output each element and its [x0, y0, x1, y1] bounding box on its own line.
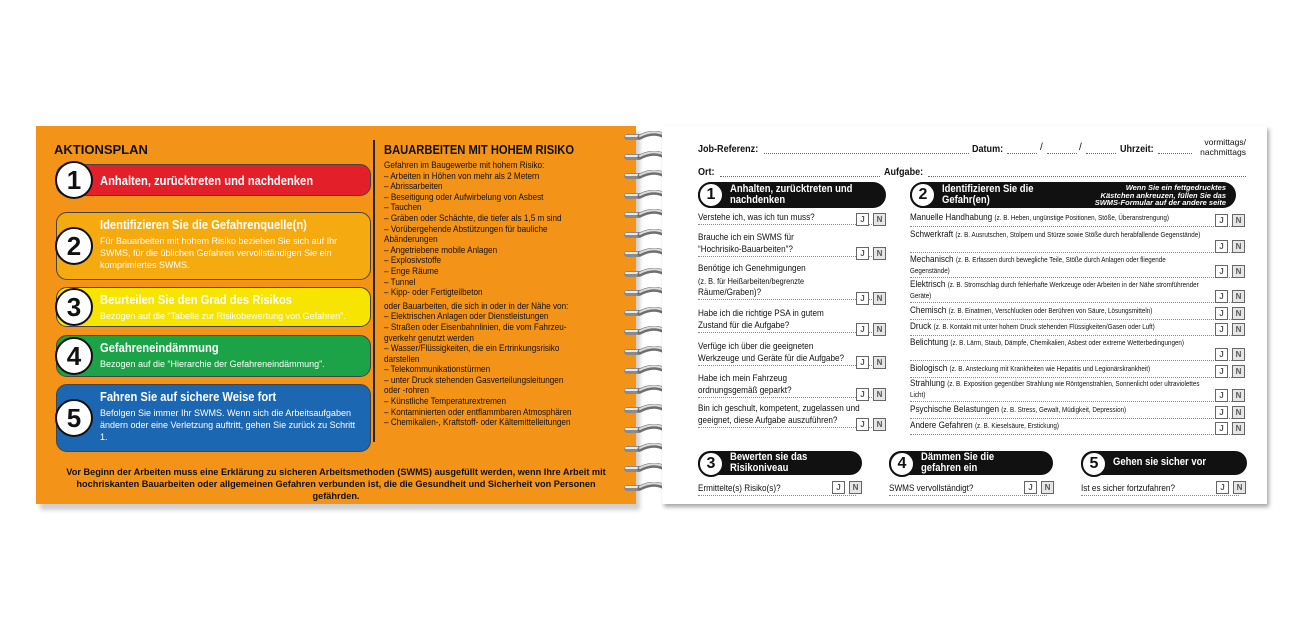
hazard-no-box[interactable]: N — [1232, 323, 1245, 336]
high-risk-list-2 — [384, 312, 624, 429]
hazard-detail: (z. B. Ansteckung mit Krankheiten wie Hepatitis und Legionärskrankheit) — [949, 364, 1151, 373]
hazard-no-box[interactable]: N — [1232, 290, 1245, 303]
nearby-risk-item: gverkehr genutzt werden — [384, 332, 474, 344]
step-5-text: Befolgen Sie immer Ihr SWMS. Wenn sich die Arbeitsaufgaben ändern oder eine Verletzung auftritt, gehen Sie zurück zu Schritt 1. — [100, 408, 356, 442]
question-no-box[interactable]: N — [873, 247, 886, 260]
question-yes-box[interactable]: J — [856, 292, 869, 305]
location-field[interactable] — [720, 166, 880, 177]
action-plan-page — [36, 126, 636, 504]
hazard-row — [910, 421, 1236, 435]
high-risk-item: – Kipp- oder Fertigteilbeton — [384, 287, 483, 299]
date-day-field[interactable] — [1007, 143, 1037, 154]
section-1-title-line-1: Anhalten, zurücktreten und — [730, 183, 853, 195]
question-no-box[interactable]: N — [873, 323, 886, 336]
step-3-number: 3 — [55, 288, 93, 326]
hazard-no-box[interactable]: N — [1232, 240, 1245, 253]
hazard-detail: (z. B. Stress, Gewalt, Müdigkeit, Depression) — [1001, 405, 1127, 414]
section-2-note-1: Wenn Sie ein fettgedrucktes — [1125, 183, 1226, 192]
high-risk-item: – Angetriebene mobile Anlagen — [384, 244, 498, 256]
high-risk-intro: Gefahren im Baugewerbe mit hohem Risiko: — [384, 160, 545, 171]
step-1-heading: Anhalten, zurücktreten und nachdenken — [100, 173, 314, 188]
question-yes-box[interactable]: J — [856, 247, 869, 260]
section-3-no-box[interactable]: N — [849, 481, 862, 494]
action-plan-title: AKTIONSPLAN — [54, 142, 148, 157]
step-5-heading: Fahren Sie auf sichere Weise fort — [100, 389, 277, 404]
section-1-title-line-2: nachdenken — [730, 194, 786, 206]
hazard-yes-box[interactable]: J — [1215, 389, 1228, 402]
nearby-risk-item: – unter Druck stehenden Gasverteilungsleitungen — [384, 374, 564, 386]
hazard-yes-box[interactable]: J — [1215, 214, 1228, 227]
question-no-box[interactable]: N — [873, 213, 886, 226]
section-3-yes-box[interactable]: J — [832, 481, 845, 494]
hazard-no-box[interactable]: N — [1232, 265, 1245, 278]
section-5-header — [1081, 451, 1247, 475]
question-text: Räume/Graben)? — [698, 287, 762, 298]
hazard-detail: (z. B. Ausrutschen, Stolpern und Stürze sowie Stöße durch herabfallende Gegenstände) — [955, 230, 1201, 239]
nearby-risk-item: – Telekommunikationstürmen — [384, 364, 491, 376]
hazard-row — [910, 405, 1236, 419]
hazard-detail: (z. B. Stromschlag durch fehlerhafte Werkzeuge oder Arbeiten in der Nähe stromführender Geräte) — [910, 280, 1199, 300]
hazard-no-box[interactable]: N — [1232, 389, 1245, 402]
hazard-row — [910, 230, 1236, 253]
hazard-yes-box[interactable]: J — [1215, 290, 1228, 303]
hazard-detail: (z. B. Lärm, Staub, Dämpfe, Chemikalien, Asbest oder extreme Wetterbedingungen) — [950, 338, 1185, 347]
hazard-detail: (z. B. Einatmen, Verschlucken oder Berühren von Säure, Lösungsmitteln) — [948, 306, 1153, 315]
question-text: Brauche ich ein SWMS für — [698, 232, 794, 243]
section-3-title-line-1: Bewerten sie das — [730, 451, 808, 463]
section-4-yes-box[interactable]: J — [1024, 481, 1037, 494]
section-5-title: Gehen sie sicher vor — [1113, 456, 1207, 468]
high-risk-item: – Vorübergehende Abstützungen für bauliche — [384, 223, 548, 235]
hazard-row — [910, 379, 1236, 402]
question-no-box[interactable]: N — [873, 292, 886, 305]
question-yes-box[interactable]: J — [856, 388, 869, 401]
section-4-number: 4 — [889, 451, 915, 477]
hazard-no-box[interactable]: N — [1232, 348, 1245, 361]
step-2-heading: Identifizieren Sie die Gefahrenquelle(n) — [100, 217, 307, 232]
section-4-question-text: SWMS vervollständigt? — [889, 483, 974, 494]
question-text: Habe ich mein Fahrzeug — [698, 373, 788, 384]
question-no-box[interactable]: N — [873, 356, 886, 369]
section-2-number: 2 — [910, 182, 936, 208]
question-text: ordnungsgemäß geparkt? — [698, 385, 792, 396]
nearby-risk-item: – Straßen oder Eisenbahnlinien, die vom Fahrzeu- — [384, 321, 567, 333]
time-field[interactable] — [1158, 143, 1192, 154]
nearby-risk-item: – Kontaminierten oder entflammbaren Atmosphären — [384, 406, 572, 418]
section-5-question-text: Ist es sicher fortzufahren? — [1081, 483, 1176, 494]
question-text: Verfüge ich über die geeigneten — [698, 341, 814, 352]
nearby-risk-item: – Wasser/Flüssigkeiten, die ein Ertrinkungsrisiko — [384, 343, 560, 355]
section-4-header — [889, 451, 1053, 475]
section-3-header — [698, 451, 862, 475]
hazard-name: Mechanisch — [910, 254, 954, 265]
question-yes-box[interactable]: J — [856, 323, 869, 336]
hazard-detail: (z. B. Kieselsäure, Erstickung) — [974, 421, 1060, 430]
nearby-risk-item: – Chemikalien-, Kraftstoff- oder Kältemittelleitungen — [384, 417, 571, 429]
nearby-risk-item: – Elektrischen Anlagen oder Dienstleistungen — [384, 311, 549, 323]
hazard-yes-box[interactable]: J — [1215, 265, 1228, 278]
high-risk-item: – Tunnel — [384, 276, 416, 288]
section-2-note-2: Kästchen ankreuzen, füllen Sie das — [1100, 190, 1226, 200]
hazard-no-box[interactable]: N — [1232, 422, 1245, 435]
hazard-name: Druck — [910, 321, 932, 332]
hazard-detail: (z. B. Erfassen durch bewegliche Teile, Stöße durch Anlagen oder fliegende Gegenstände) — [910, 255, 1166, 275]
hazard-name: Elektrisch — [910, 279, 946, 290]
high-risk-item: – Tauchen — [384, 202, 422, 214]
date-label: Datum: — [972, 143, 1004, 155]
date-separator-1: / — [1040, 142, 1043, 153]
step-1-number: 1 — [55, 161, 93, 199]
step-4-heading: Gefahreneindämmung — [100, 340, 219, 355]
hazard-detail: (z. B. Exposition gegenüber Strahlung wie Röntgenstrahlen, Sonnenlicht oder ultraviolettes Licht) — [910, 379, 1200, 399]
high-risk-item: Abänderungen — [384, 234, 438, 246]
step-3 — [56, 287, 371, 327]
hazard-no-box[interactable]: N — [1232, 406, 1245, 419]
hazard-name: Psychische Belastungen — [910, 404, 1000, 415]
nearby-risk-item: oder -rohren — [384, 385, 429, 397]
hazard-no-box[interactable]: N — [1232, 214, 1245, 227]
hazard-yes-box[interactable]: J — [1215, 406, 1228, 419]
location-label: Ort: — [698, 166, 715, 178]
hazard-yes-box[interactable]: J — [1215, 365, 1228, 378]
column-divider — [373, 140, 375, 442]
step-4-text: Bezogen auf die “Hierarchie der Gefahreneindämmung”. — [100, 359, 325, 369]
section-2-header — [910, 182, 1236, 208]
hazard-yes-box[interactable]: J — [1215, 323, 1228, 336]
high-risk-title: BAUARBEITEN MIT HOHEM RISIKO — [384, 142, 575, 157]
task-label: Aufgabe: — [884, 166, 924, 178]
hazard-row — [910, 338, 1236, 361]
date-month-field[interactable] — [1047, 143, 1077, 154]
question-text: Habe ich die richtige PSA in gutem — [698, 308, 824, 319]
high-risk-intro-2: oder Bauarbeiten, die sich in oder in der Nähe von: — [384, 300, 569, 312]
hazard-name: Andere Gefahren — [910, 420, 973, 431]
hazard-row — [910, 280, 1236, 303]
pm-label: nachmittags — [1200, 147, 1246, 157]
section-2-title-line-1: Identifizieren Sie die — [942, 183, 1034, 195]
high-risk-item: – Gräben oder Schächte, die tiefer als 1,5 m sind — [384, 212, 562, 224]
question-text: Bin ich geschult, kompetent, zugelassen und — [698, 403, 860, 414]
step-2-number: 2 — [55, 227, 93, 265]
high-risk-item: – Explosivstoffe — [384, 255, 442, 267]
question-text: Zustand für die Aufgabe? — [698, 320, 790, 331]
am-label: vormittags/ — [1204, 137, 1246, 147]
question-yes-box[interactable]: J — [856, 356, 869, 369]
step-4-number: 4 — [55, 337, 93, 375]
hazard-name: Belichtung — [910, 337, 949, 348]
section-4-title-line-2: gefahren ein — [921, 462, 978, 474]
hazard-detail: (z. B. Heben, ungünstige Positionen, Stöße, Überanstrengung) — [994, 213, 1169, 222]
hazard-name: Strahlung — [910, 378, 945, 389]
question-text: geeignet, diese Aufgabe auszuführen? — [698, 415, 838, 426]
step-3-text: Bezogen auf die “Tabelle zur Risikobewertung von Gefahren”. — [100, 311, 346, 321]
time-label: Uhrzeit: — [1120, 143, 1154, 155]
high-risk-item: – Enge Räume — [384, 265, 439, 277]
hazard-row — [910, 306, 1236, 320]
step-2-text: Für Bauarbeiten mit hohem Risiko beziehen Sie sich auf Ihr SWMS, für die üblichen Gefahren vervollständigen Sie ein komprimiertes SWMS. — [100, 236, 338, 270]
step-5 — [56, 384, 371, 452]
section-3-title-line-2: Risikoniveau — [730, 462, 789, 474]
high-risk-item: – Abrissarbeiten — [384, 181, 443, 193]
hazard-name: Schwerkraft — [910, 229, 954, 240]
hazard-no-box[interactable]: N — [1232, 307, 1245, 320]
section-1-number: 1 — [698, 182, 724, 208]
section-5-yes-box[interactable]: J — [1216, 481, 1229, 494]
section-3-number: 3 — [698, 451, 724, 477]
hazard-yes-box[interactable]: J — [1215, 422, 1228, 435]
hazard-yes-box[interactable]: J — [1215, 348, 1228, 361]
question-no-box[interactable]: N — [873, 418, 886, 431]
step-3-heading: Beurteilen Sie den Grad des Risikos — [100, 292, 292, 307]
section-3-question-text: Ermittelte(s) Risiko(s)? — [698, 483, 781, 494]
section-5-number: 5 — [1081, 451, 1107, 477]
hazard-row — [910, 322, 1236, 336]
checklist-page — [662, 126, 1267, 504]
section-4-no-box[interactable]: N — [1041, 481, 1054, 494]
job-reference-field[interactable] — [764, 143, 969, 154]
hazard-name: Chemisch — [910, 305, 947, 316]
question-text: (z. B. für Heißarbeiten/begrenzte — [698, 276, 805, 286]
section-2-title-line-2: Gefahr(en) — [942, 194, 990, 206]
nearby-risk-item: – Künstliche Temperaturextremen — [384, 396, 507, 408]
hazard-detail: (z. B. Kontakt mit unter hohem Druck stehenden Flüssigkeiten/Gasen oder Luft) — [933, 322, 1155, 331]
question-yes-box[interactable]: J — [856, 418, 869, 431]
question-text: “Hochrisiko-Bauarbeiten”? — [698, 244, 793, 255]
hazard-row — [910, 364, 1236, 378]
step-1 — [56, 164, 371, 196]
hazard-row — [910, 213, 1236, 227]
job-reference-label: Job-Referenz: — [698, 143, 759, 155]
section-5-no-box[interactable]: N — [1233, 481, 1246, 494]
date-year-field[interactable] — [1086, 143, 1116, 154]
hazard-yes-box[interactable]: J — [1215, 307, 1228, 320]
high-risk-column — [384, 142, 624, 429]
section-1-header — [698, 182, 886, 208]
section-2-note-3: SWMS-Formular auf der andere seite — [1094, 198, 1226, 208]
question-yes-box[interactable]: J — [856, 213, 869, 226]
question-text: Verstehe ich, was ich tun muss? — [698, 212, 815, 223]
question-text: Werkzeuge und Geräte für die Aufgabe? — [698, 353, 845, 364]
high-risk-item: – Beseitigung oder Aufwirbelung von Asbest — [384, 191, 544, 203]
section-4-title-line-1: Dämmen Sie die — [921, 451, 995, 463]
step-5-number: 5 — [55, 399, 93, 437]
task-field[interactable] — [928, 166, 1246, 177]
hazard-row — [910, 255, 1236, 278]
hazard-name: Manuelle Handhabung — [910, 212, 993, 223]
date-separator-2: / — [1079, 142, 1082, 153]
swms-note: Vor Beginn der Arbeiten muss eine Erklärung zu sicheren Arbeitsmethoden (SWMS) ausgefüllt werden, wenn Ihre Arbeit mit hochriskanten Bauarbeiten oder allgemeinen Gefahren verbunden ist, die die Gesundheit und Sicherheit von Personen gefährden. — [66, 467, 606, 501]
step-4 — [56, 335, 371, 377]
hazard-name: Biologisch — [910, 363, 948, 374]
question-no-box[interactable]: N — [873, 388, 886, 401]
nearby-risk-item: darstellen — [384, 353, 420, 365]
high-risk-item: – Arbeiten in Höhen von mehr als 2 Metern — [384, 170, 540, 182]
step-2 — [56, 212, 371, 280]
hazard-yes-box[interactable]: J — [1215, 240, 1228, 253]
question-text: Benötige ich Genehmigungen — [698, 263, 806, 274]
high-risk-list — [384, 172, 624, 299]
hazard-no-box[interactable]: N — [1232, 365, 1245, 378]
